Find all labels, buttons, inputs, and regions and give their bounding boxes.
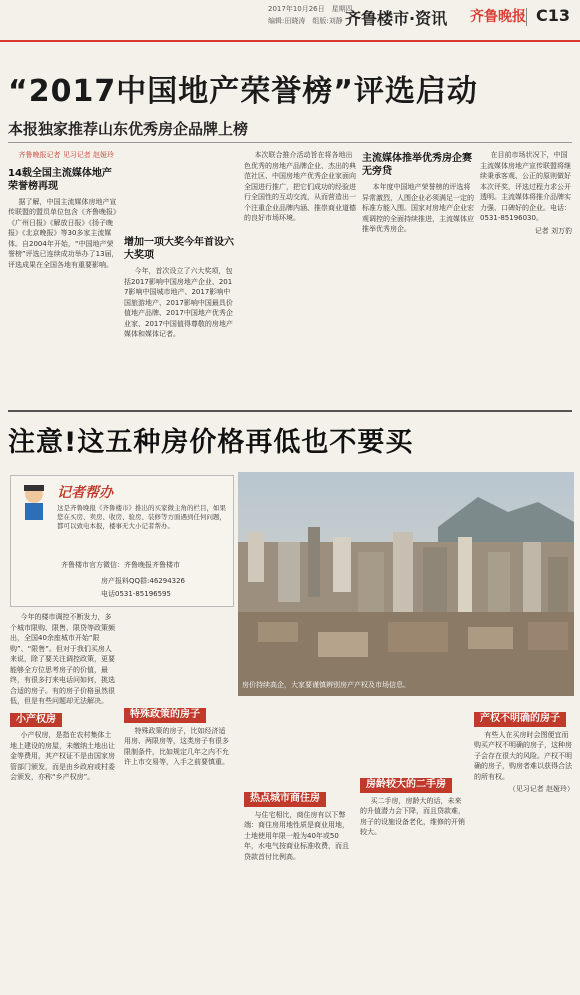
article2-col4 (360, 702, 468, 840)
box4-body: 买二手房，房龄大的话，未来的升值潜力会下降，而且贷款难，房子的设施设备老化，维修的开销较大。 (360, 796, 465, 836)
article1-subtitle: 本报独家推荐山东优秀房企品牌上榜 (8, 120, 249, 138)
header-divider (526, 8, 527, 26)
notice-phone: 电话0531-85196595 (101, 590, 171, 598)
header-editor: 编辑:田晓涛 组版:刘静 (268, 17, 343, 25)
reporter-help-box (10, 475, 234, 607)
article1-col1 (8, 150, 120, 272)
article1-col3-body: 本次联合推介活动旨在将各地出色优秀的房地产品牌企业、杰出的典范社区、中国房地产优秀企业家面向全国进行推广，把它们成功的经验进行全国性的互动交流，从而营造出一个注重企业品牌内涵、推崇商业道德的良好市场环境。 (244, 151, 356, 222)
box5-heading: 产权不明确的房子 (474, 712, 566, 727)
newspaper-logo: 齐鲁晚报 (470, 9, 526, 25)
box3-body: 与住宅相比，商住房有以下弊端：商住房用地性质是商业用地，土地使用年限一般为40年或50年，水电气按商业标准收费，而且贷款首付比例高。 (244, 810, 349, 861)
box4-heading: 房龄较大的二手房 (360, 778, 452, 793)
article2-col5 (474, 702, 574, 797)
box2-heading: 特殊政策的房子 (124, 708, 206, 723)
article2-col2 (124, 612, 232, 770)
notice-wechat: 齐鲁楼市官方微信：齐鲁晚报齐鲁楼市 (61, 561, 180, 569)
article1-col2-body: 今年，首次设立了六大奖项，包括2017影响中国房地产企业、2017影响中国城市地产、2017影响中国旅游地产、2017影响中国最具价值地产品牌、2017中国地产优秀企业家、2017中国值得尊敬的房地产媒体和媒体记者。 (124, 267, 233, 338)
box3-heading: 热点城市商住房 (244, 792, 326, 807)
article1-col3 (244, 150, 356, 226)
article1-col5-body: 在目前市场状况下，中国主流媒体房地产宣传联盟将继续秉承客观、公正的原则做好本次评奖，评选过程力求公开透明。主流媒体将推介品牌实力强、口碑好的企业。电话：0531-85196030。 (480, 151, 571, 222)
divider (8, 142, 572, 143)
page-number: C13 (536, 6, 571, 25)
notice-qq: 房产报料QQ群:46294326 (101, 577, 186, 585)
article1-col2 (124, 230, 236, 342)
city-skyline-photo (238, 472, 574, 696)
article2-left-col (10, 612, 118, 785)
notice-title: 记者帮办 (57, 485, 113, 501)
article1-col4 (362, 150, 474, 237)
article2-col3 (244, 702, 352, 864)
box5-body: 有些人在买房时会图便宜而购买产权不明确的房子，这种房子会存在很大的风险。产权不明确的房子，购房者难以获得合法的所有权。 (474, 730, 572, 781)
article1-col1-body: 据了解，中国主流媒体房地产宣传联盟的盟员单位包含《齐鲁晚报》《广州日报》《解放日报》《扬子晚报》《北京晚报》等30多家主流媒体。自2004年开始，“中国地产荣誉榜”评选已连续成功举办了13届，评选成果在全国各地有重要影响。 (8, 197, 120, 269)
article1-title: “2017中国地产荣誉榜”评选启动 (8, 74, 478, 109)
box2-body: 特殊政策的房子，比如经济适用房、两限房等，这类房子有很多限制条件，比如规定几年之内不允许上市交易等，入手之前要慎重。 (124, 726, 229, 766)
article1-col4-body: 本年度中国地产荣誉榜的评选将异常激烈，人围企业必须满足一定的标准方能入围。国家对房地产企业宏观调控的全面持续推进，主流媒体应推举优秀房企。 (362, 183, 474, 233)
article2-left-body: 今年的楼市调控不断发力，多个城市限购、限售、限贷等政策频出，全国40余座城市开始“限购”、“限售”。但对于我们买房人来说，除了要关注调控政策，更要能够全方位思考房子的价值，最终，有很多打来电话问如何，挑选合适的房子。有的房子价格虽然很低，但是有些问题却无法解决。 (10, 613, 115, 705)
header-date: 2017年10月26日 星期四 (268, 5, 353, 13)
article1-col2-subhead: 增加一项大奖今年首设六大奖项 (124, 237, 234, 261)
article1-col4-subhead: 主流媒体推举优秀房企赛无旁贷 (362, 153, 472, 177)
photo-caption: 房价持续高企，大家要谨慎辨别房产产权及市场信息。 (242, 681, 410, 689)
section-title: 齐鲁楼市·资讯 (345, 9, 448, 28)
article1-signature: 记者 刘万豹 (534, 226, 572, 235)
article1-lead: 齐鲁晚报记者 见习记者 赵娅玲 (18, 151, 114, 159)
article1-col1-subhead: 14载全国主流媒体地产荣誉榜再现 (8, 167, 112, 192)
notice-body: 这是齐鲁晚报《齐鲁楼市》推出的买家微主角的栏目，如果您在买房、卖房、收房、验房、装修等方面遇到任何问题，都可以致电本报，楼事无大小记者帮办。 (57, 504, 226, 530)
article2-headline: 注意!这五种房价格再低也不要买 (8, 427, 414, 458)
article1-col5 (480, 150, 572, 238)
box1-heading: 小产权房 (10, 713, 62, 728)
reporter-illustration-icon (17, 482, 51, 522)
section-divider (8, 410, 572, 412)
article2-signature: （见习记者 赵娅玲） (508, 785, 574, 793)
box1-body: 小产权房，是指在农村集体土地上建设的房屋，未缴纳土地出让金等费用，其产权证不是由国家房管部门颁发，而是由乡政府或村委会颁发，亦称“乡产权房”。 (10, 731, 115, 781)
